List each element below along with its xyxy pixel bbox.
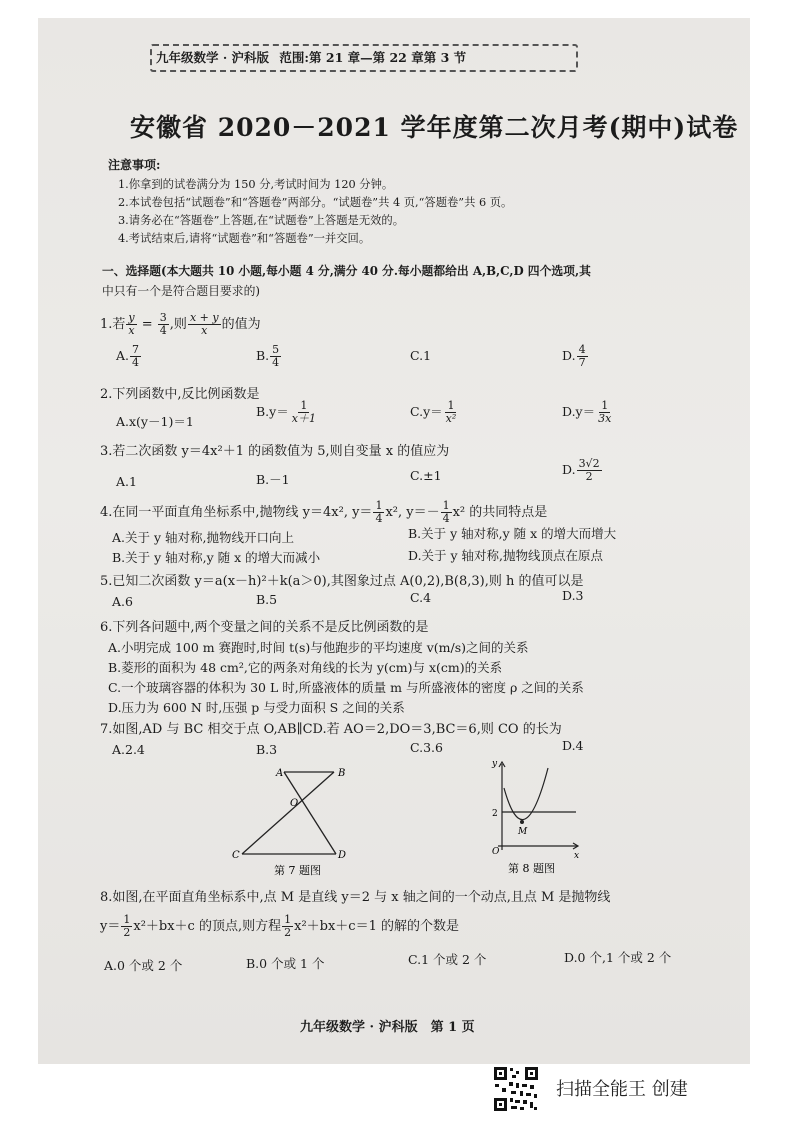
question-2-stem: 2.下列函数中,反比例函数是 [100,387,260,402]
q7-option-b: B.3 [256,742,278,757]
grade-label: 九年级数学 · 沪科版 [156,50,270,65]
q2-option-d: D.y＝ $\frac{1}{3x}$ [562,399,612,425]
label-o: O [290,798,299,809]
q1-option-c: C.1 [410,348,432,363]
question-8-stem: 8.如图,在平面直角坐标系中,点 M 是直线 y＝2 与 x 轴之间的一个动点,且点 M 是抛物线 [100,890,611,905]
q3-option-d: D. $\frac{3√2}{2}$ [562,457,600,483]
figure-7-caption: 第 7 题图 [274,864,321,877]
question-5-stem: 5.已知二次函数 y＝a(x－h)²＋k(a＞0),其图象过点 A(0,2),B(8,3),则 h 的值可以是 [100,574,584,589]
question-8-stem-2: y＝ $\frac{1}{2}$ x²＋bx＋c 的顶点,则方程 $\frac{1}{2}$ x²＋bx＋c＝1 的解的个数是 [100,913,459,939]
q3-option-a: A.1 [116,474,137,489]
q8-option-d: D.0 个,1 个或 2 个 [564,950,672,965]
question-7-stem: 7.如图,AD 与 BC 相交于点 O,AB∥CD.若 AO＝2,DO＝3,BC＝6,则 CO 的长为 [100,722,562,737]
note-item: 2.本试卷包括“试题卷”和“答题卷”两部分。“试题卷”共 4 页,“答题卷”共 6 页。 [118,196,513,209]
note-item: 3.请务必在“答题卷”上答题,在“试题卷”上答题是无效的。 [118,214,405,227]
exam-title: 安徽省 2020－2021 学年度第二次月考(期中)试卷 [130,113,739,142]
label-c: C [232,850,240,861]
label-d: D [338,850,347,861]
q5-option-a: A.6 [112,594,133,609]
q8-option-a: A.0 个或 2 个 [104,958,183,973]
segment-ad [284,772,336,854]
y-axis-label: y [492,759,498,769]
scanner-watermark: 扫描全能王 创建 [556,1079,688,1100]
q6-option-c: C.一个玻璃容器的体积为 30 L 时,所盛液体的质量 m 与所盛液体的密度 ρ 之间的关系 [108,680,584,695]
q5-option-d: D.3 [562,588,584,603]
figure-8 [486,758,586,880]
notes-heading: 注意事项: [108,158,161,172]
q7-option-a: A.2.4 [112,742,145,757]
note-item: 4.考试结束后,请将“试题卷”和“答题卷”一并交回。 [118,232,371,245]
q5-option-b: B.5 [256,592,278,607]
figure-8-caption: 第 8 题图 [508,862,555,875]
scope-label: 范围:第 21 章—第 22 章第 3 节 [279,50,467,65]
q8-option-b: B.0 个或 1 个 [246,956,325,971]
page-footer: 九年级数学 · 沪科版 第 1 页 [300,1020,475,1035]
note-item: 1.你拿到的试卷满分为 150 分,考试时间为 120 分钟。 [118,178,394,191]
section-heading-2: 中只有一个是符合题目要求的) [102,284,260,298]
section-heading: 一、选择题(本大题共 10 小题,每小题 4 分,满分 40 分.每小题都给出 A,B,C,D 四个选项,其 [102,264,591,278]
q7-option-d: D.4 [562,738,584,753]
q2-option-b: B.y＝ $\frac{1}{x+1}$ [256,399,316,425]
q4-option-b: B.关于 y 轴对称,y 随 x 的增大而增大 [408,526,617,541]
q3-option-b: B.－1 [256,472,290,487]
qr-code-icon [493,1066,539,1112]
label-b: B [338,768,346,779]
q1-option-a: A. $\frac{7}{4}$ [116,343,140,369]
q8-option-c: C.1 个或 2 个 [408,952,487,967]
point-m [520,820,524,824]
figure-7 [228,762,358,882]
question-3-stem: 3.若二次函数 y＝4x²＋1 的函数值为 5,则自变量 x 的值应为 [100,444,450,459]
q7-option-c: C.3.6 [410,740,443,755]
q4-option-c: B.关于 y 轴对称,y 随 x 的增大而减小 [112,550,321,565]
q6-option-a: A.小明完成 100 m 赛跑时,时间 t(s)与他跑步的平均速度 v(m/s)之间的关系 [108,640,529,655]
question-6-stem: 6.下列各问题中,两个变量之间的关系不是反比例函数的是 [100,620,429,635]
q5-option-c: C.4 [410,590,432,605]
label-a: A [276,768,284,779]
q2-option-c: C.y＝ $\frac{1}{\text{x²}}$ [410,399,457,425]
header-box [150,44,578,72]
question-4-stem: 4.在同一平面直角坐标系中,抛物线 y＝4x², y＝ $\frac{1}{4}$ x², y＝－ $\frac{1}{4}$ x² 的共同特点是 [100,499,548,525]
label-m: M [518,827,528,837]
q2-option-a: A.x(y－1)＝1 [116,414,194,429]
q4-option-d: D.关于 y 轴对称,抛物线顶点在原点 [408,548,604,563]
question-1-stem: 1.若 $\frac{y}{x}$ = $\frac{3}{4}$ ,则 $\frac{x + y}{x}$ 的值为 [100,311,261,337]
origin-label: O [492,847,500,857]
tick-label-2: 2 [492,809,498,819]
q6-option-b: B.菱形的面积为 48 cm²,它的两条对角线的长为 y(cm)与 x(cm)的关系 [108,660,503,675]
q1-option-d: D. $\frac{4}{7}$ [562,343,586,369]
q4-option-a: A.关于 y 轴对称,抛物线开口向上 [112,530,294,545]
segment-bc [242,772,334,854]
q6-option-d: D.压力为 600 N 时,压强 p 与受力面积 S 之间的关系 [108,700,405,715]
q1-option-b: B. $\frac{5}{4}$ [256,343,280,369]
q3-option-c: C.±1 [410,468,442,483]
x-axis-label: x [574,851,580,861]
